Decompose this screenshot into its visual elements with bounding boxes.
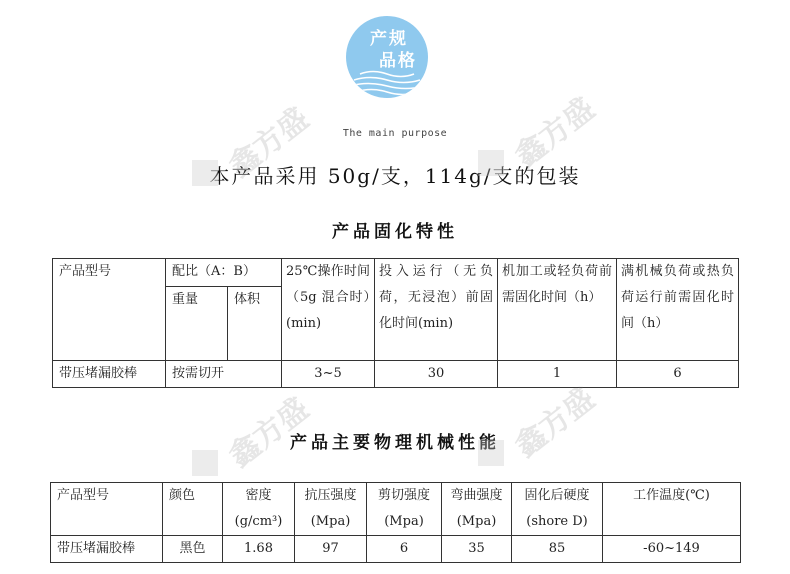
curing-title: 产品固化特性 bbox=[332, 222, 458, 242]
curing-table bbox=[52, 258, 739, 388]
flexural-label: 弯曲强度 bbox=[450, 488, 503, 503]
cell-flexural: 35 bbox=[442, 536, 512, 563]
shear-unit: (Mpa) bbox=[384, 514, 424, 529]
watermark: 鑫方盛 bbox=[222, 101, 316, 185]
cell-model: 带压堵漏胶棒 bbox=[51, 536, 163, 563]
compressive-label: 抗压强度 bbox=[304, 488, 357, 503]
watermark: 鑫方盛 bbox=[222, 391, 316, 475]
header-volume: 体积 bbox=[228, 287, 282, 361]
compressive-unit: (Mpa) bbox=[310, 514, 351, 529]
header-weight: 重量 bbox=[166, 287, 228, 361]
cell-model: 带压堵漏胶棒 bbox=[53, 361, 166, 388]
mechanical-title: 产品主要物理机械性能 bbox=[290, 433, 500, 453]
flexural-unit: (Mpa) bbox=[456, 514, 497, 529]
header-density bbox=[223, 483, 295, 536]
watermark: 鑫方盛 bbox=[508, 91, 602, 175]
cell-shear: 6 bbox=[367, 536, 442, 563]
header-model: 产品型号 bbox=[51, 483, 163, 536]
waves-icon bbox=[346, 68, 428, 98]
header-run-time: 投入运行（无负荷，无浸泡）前固化时间(min) bbox=[375, 259, 498, 361]
header-hardness bbox=[512, 483, 603, 536]
cell-machining: 1 bbox=[498, 361, 617, 388]
header-op-time: 25℃操作时间（5g 混合时）(min) bbox=[282, 259, 375, 361]
cell-op-time: 3~5 bbox=[282, 361, 375, 388]
cell-run-time: 30 bbox=[375, 361, 498, 388]
shear-label: 剪切强度 bbox=[377, 488, 430, 503]
hardness-label: 固化后硬度 bbox=[524, 488, 590, 503]
header-flexural bbox=[442, 483, 512, 536]
cell-ratio: 按需切开 bbox=[166, 361, 282, 388]
badge-line-1: 产规 bbox=[370, 29, 408, 49]
cell-density: 1.68 bbox=[223, 536, 295, 563]
section-badge bbox=[346, 16, 428, 98]
watermark-logo-icon bbox=[192, 450, 218, 476]
subtitle: The main purpose bbox=[342, 128, 448, 139]
header-machining: 机加工或轻负荷前需固化时间（h） bbox=[498, 259, 617, 361]
header-compressive bbox=[295, 483, 367, 536]
header-temp: 工作温度(℃) bbox=[603, 483, 741, 536]
cell-color: 黑色 bbox=[163, 536, 223, 563]
density-label: 密度 bbox=[245, 488, 272, 503]
header-model: 产品型号 bbox=[53, 259, 166, 361]
watermark: 鑫方盛 bbox=[508, 381, 602, 465]
mechanical-table bbox=[50, 482, 741, 563]
cell-full-load: 6 bbox=[617, 361, 739, 388]
header-full-load: 满机械负荷或热负荷运行前需固化时间（h） bbox=[617, 259, 739, 361]
badge-line-2: 品格 bbox=[379, 51, 417, 71]
cell-hardness: 85 bbox=[512, 536, 603, 563]
header-shear bbox=[367, 483, 442, 536]
cell-temp: -60~149 bbox=[603, 536, 741, 563]
hardness-unit: (shore D) bbox=[526, 514, 588, 529]
header-color: 颜色 bbox=[163, 483, 223, 536]
packaging-headline: 本产品采用 50g/支，114g/支的包装 bbox=[209, 164, 581, 188]
cell-compressive: 97 bbox=[295, 536, 367, 563]
density-unit: (g/cm³) bbox=[234, 514, 283, 529]
header-ratio: 配比（A：B） bbox=[166, 259, 282, 287]
badge-text bbox=[346, 28, 428, 72]
